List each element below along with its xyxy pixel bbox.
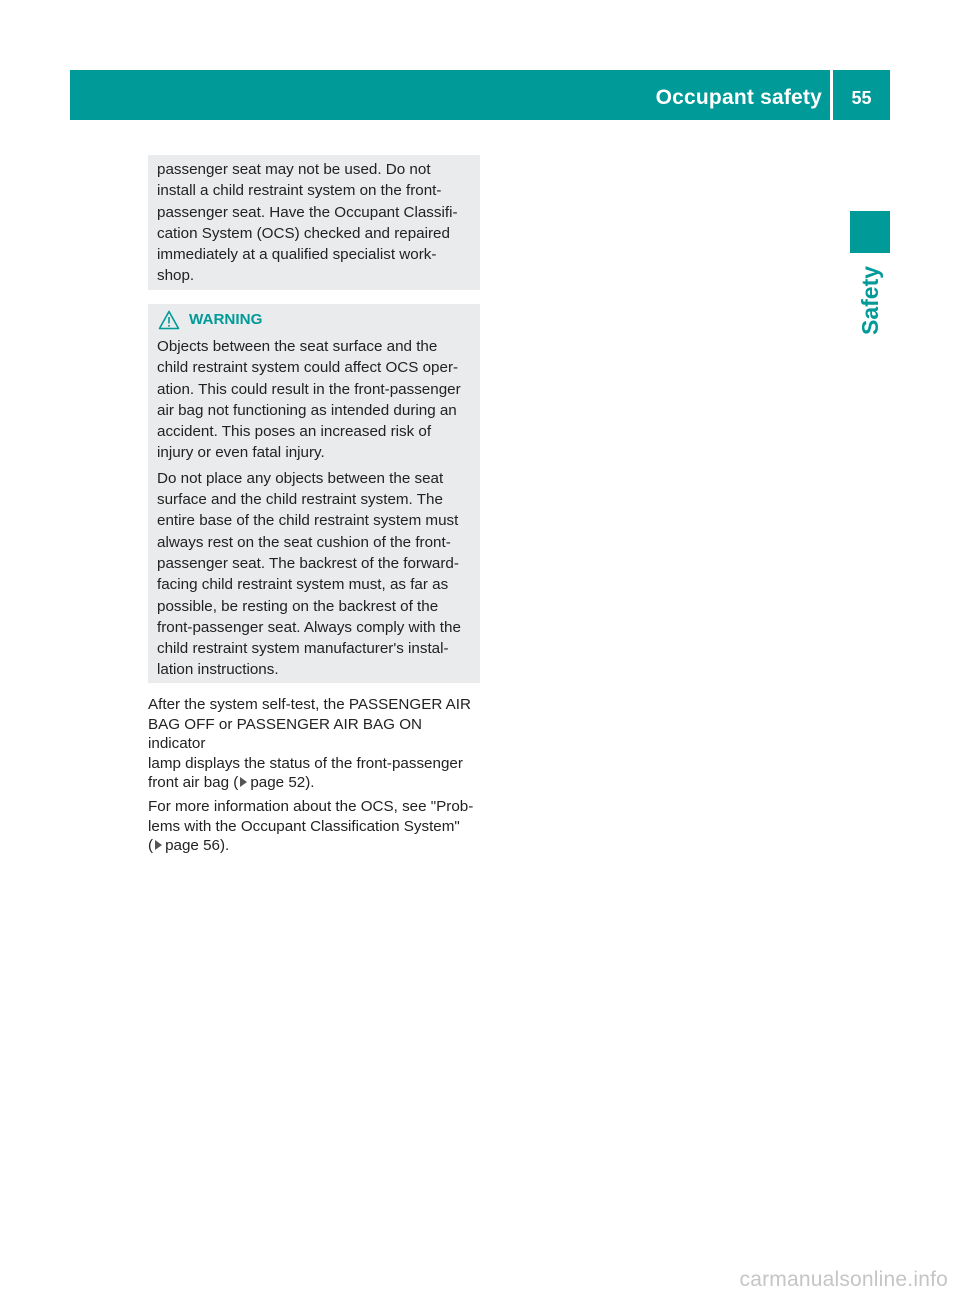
text-line: passenger seat. Have the Occupant Classifi-: [157, 203, 458, 221]
text-line: Objects between the seat surface and the: [157, 338, 438, 355]
body-paragraph-1: [148, 695, 482, 793]
text-line: passenger seat. The backrest of the forward-: [157, 554, 459, 572]
text-line: injury or even fatal injury.: [157, 444, 325, 462]
warning-paragraph-1: [157, 336, 472, 464]
page-reference-link[interactable]: page 56).: [165, 837, 230, 855]
continued-warning-text: [157, 159, 472, 287]
warning-box: [148, 304, 480, 683]
text-line: After the system self-test, the PASSENGER AIR: [148, 696, 471, 713]
text-line: For more information about the OCS, see "Prob-: [148, 797, 474, 815]
text-line: surface and the child restraint system. The: [157, 491, 443, 509]
text-line: air bag not functioning as intended during an: [157, 401, 457, 419]
page-reference-arrow-icon: [240, 777, 247, 787]
section-title: Occupant safety: [655, 86, 822, 109]
warning-heading: [157, 308, 472, 332]
text-line: BAG OFF or PASSENGER AIR BAG ON indicator: [148, 715, 422, 753]
text-line: lation instructions.: [157, 661, 279, 679]
text-line: child restraint system manufacturer's instal-: [157, 640, 449, 658]
side-tab-label: Safety: [857, 265, 883, 335]
side-tab-marker: [850, 211, 890, 253]
text-line: passenger seat may not be used. Do not: [157, 161, 431, 178]
text-fragment: (: [148, 837, 154, 855]
warning-label: WARNING: [189, 311, 263, 329]
text-line: [148, 836, 482, 856]
text-line: cation System (OCS) checked and repaired: [157, 224, 450, 242]
text-line: shop.: [157, 267, 195, 285]
page-reference-arrow-icon: [155, 840, 162, 850]
header-bar: [70, 70, 890, 120]
continued-warning-box: [148, 155, 480, 290]
page-reference-link[interactable]: page 52).: [250, 774, 315, 792]
text-line: front-passenger seat. Always comply with the: [157, 618, 461, 636]
text-line: always rest on the seat cushion of the front-: [157, 533, 451, 551]
warning-paragraph-2: [157, 468, 472, 681]
text-line: accident. This poses an increased risk of: [157, 423, 432, 441]
text-line: facing child restraint system must, as far as: [157, 576, 449, 594]
page-number: 55: [851, 88, 872, 108]
text-line: entire base of the child restraint system must: [157, 512, 459, 530]
footer-watermark: carmanualsonline.info: [739, 1268, 948, 1291]
text-line: lamp displays the status of the front-passenger: [148, 754, 463, 772]
text-fragment: front air bag (: [148, 774, 239, 792]
text-line: lems with the Occupant Classification System": [148, 817, 460, 835]
warning-triangle-icon: [158, 310, 180, 330]
body-text: [148, 695, 482, 860]
text-line: immediately at a qualified specialist work-: [157, 246, 437, 264]
text-line: install a child restraint system on the front-: [157, 182, 442, 200]
body-paragraph-2: [148, 797, 482, 856]
text-line: [148, 773, 482, 793]
text-line: Do not place any objects between the seat: [157, 469, 444, 487]
text-line: child restraint system could affect OCS oper-: [157, 359, 459, 377]
text-line: possible, be resting on the backrest of the: [157, 597, 439, 615]
text-line: ation. This could result in the front-passenger: [157, 380, 461, 398]
